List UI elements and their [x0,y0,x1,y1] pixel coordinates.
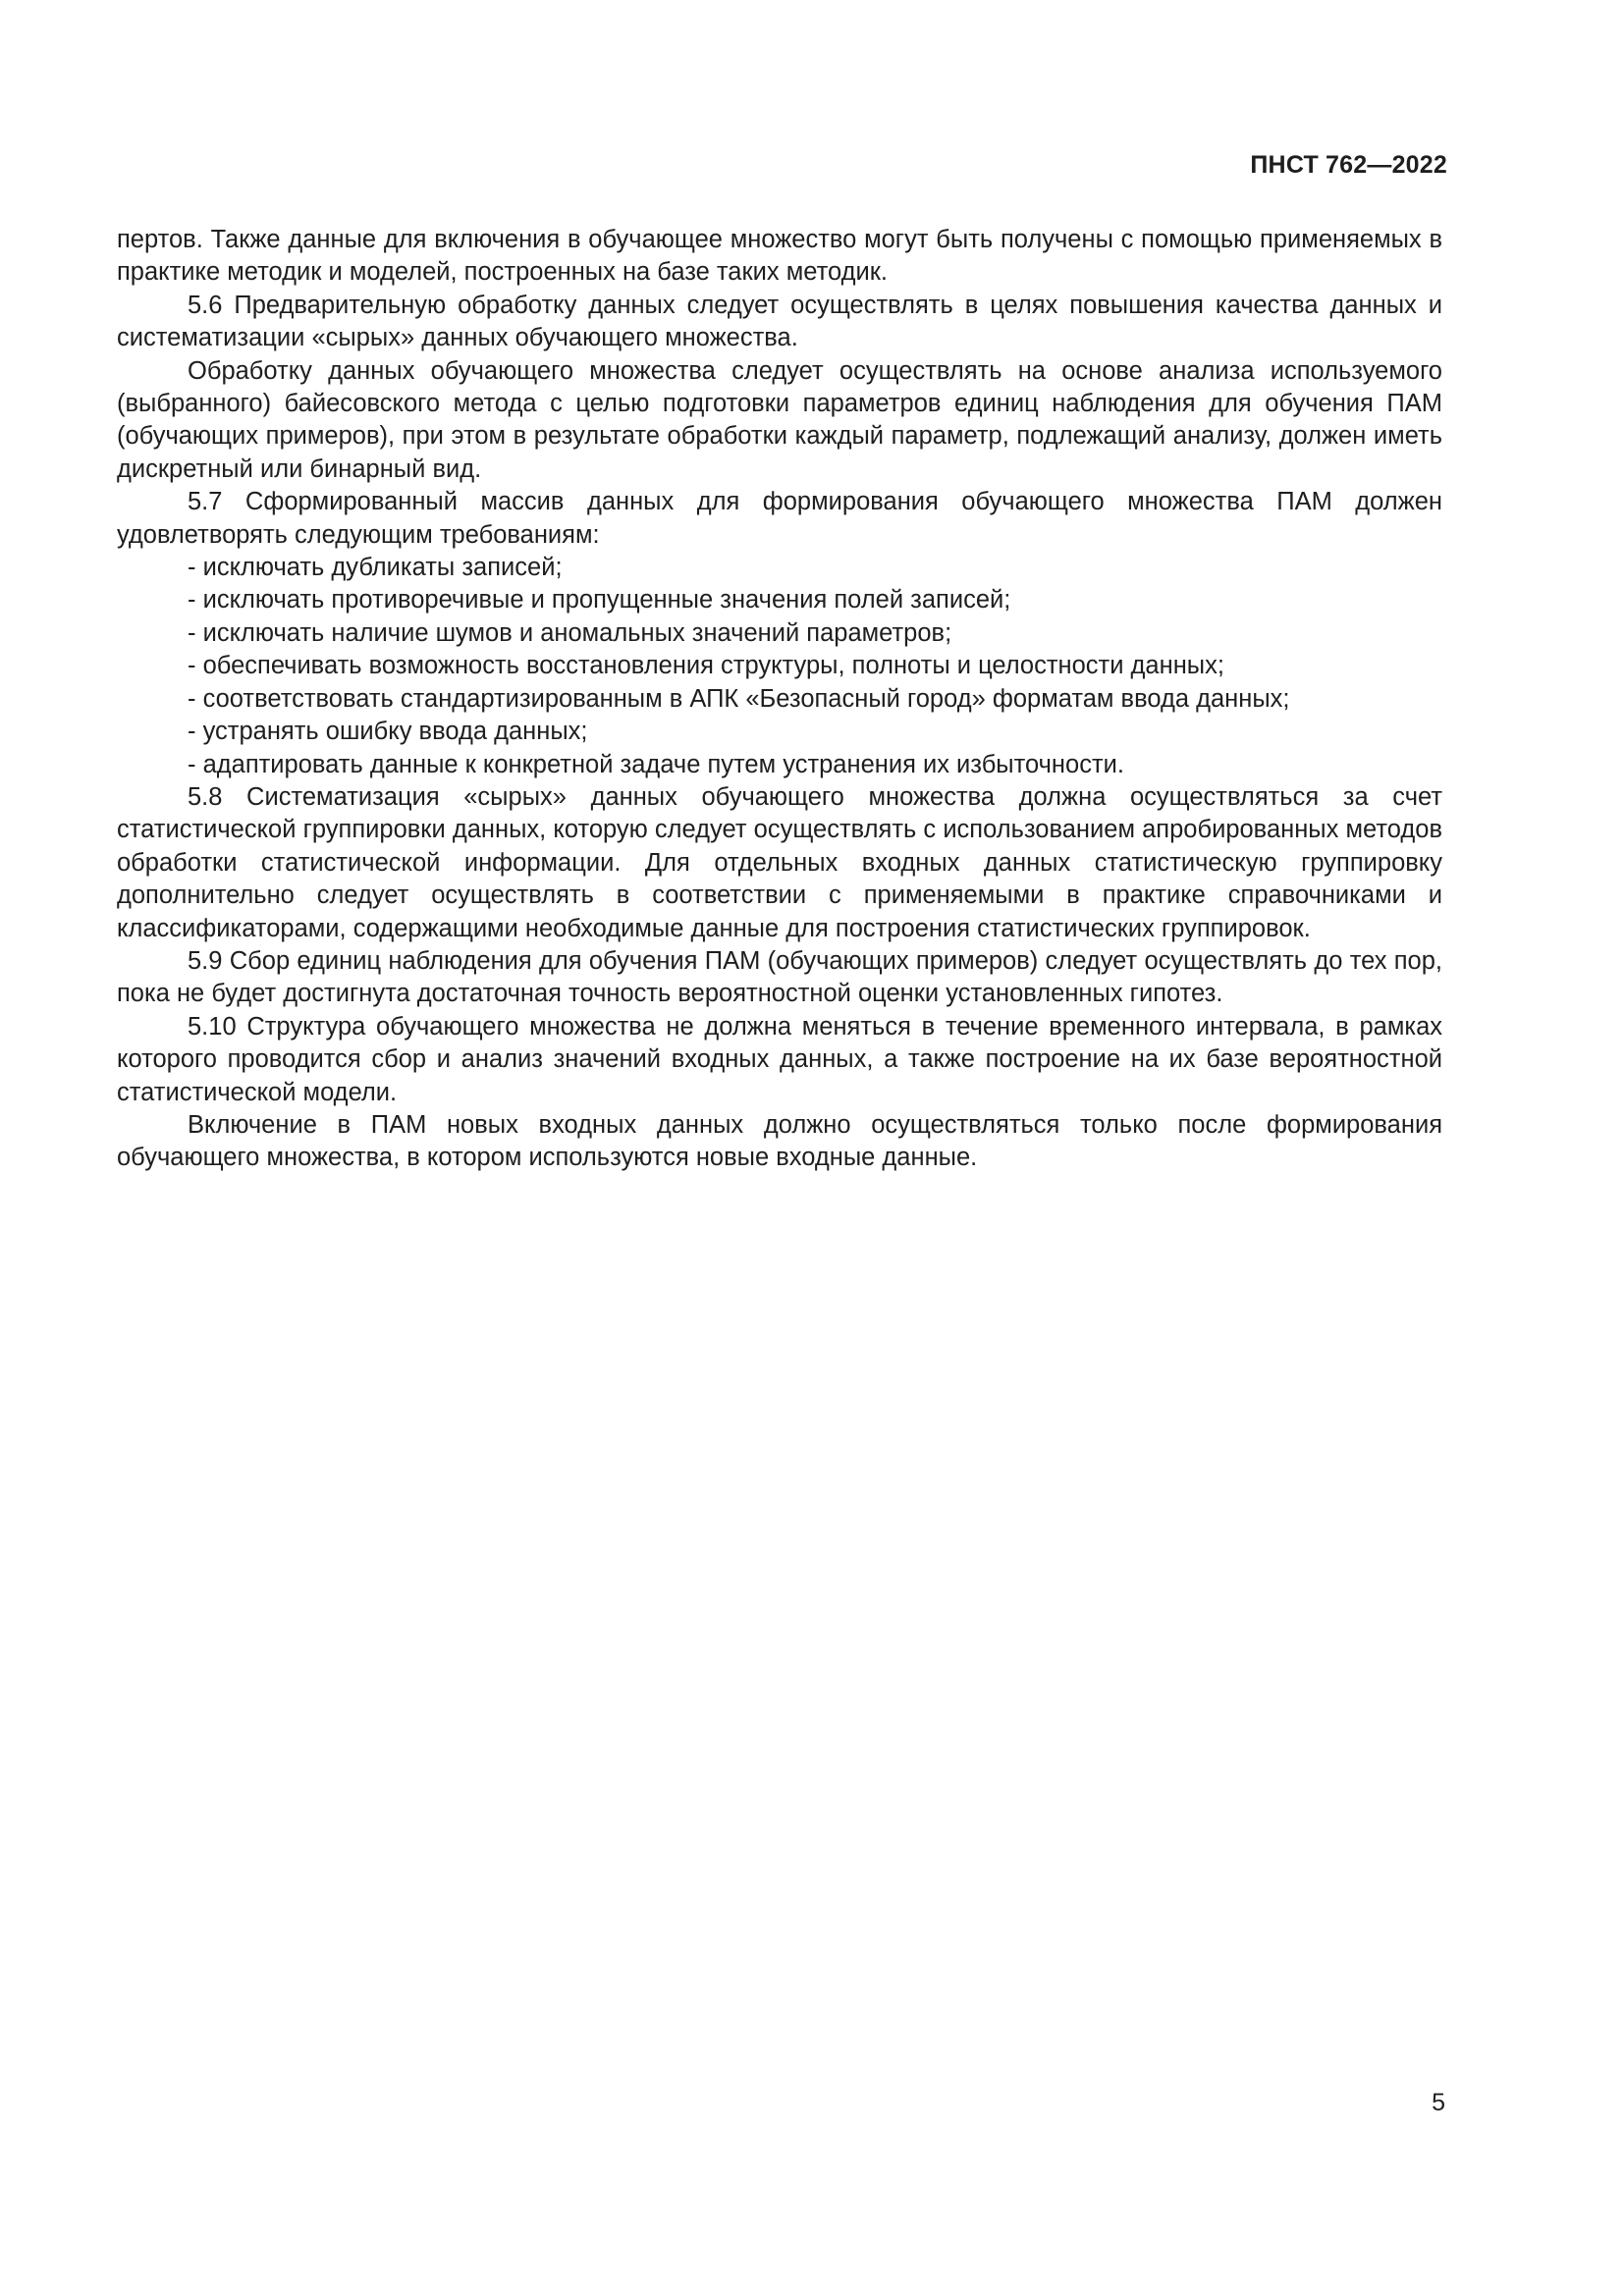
paragraph: 5.8 Систематизация «сырых» данных обучающего множества должна осуществляться за счет статистической группировки данных, которую следует осуществлять с использованием апробированных методов обработки статистической информации. Для отдельных входных данных статистическую группировку дополнительно следует осуществлять в соответствии с применяемыми в практике справочниками и классификаторами, содержащими необходимые данные для построения статистических группировок. [117,782,1442,942]
list-item: - соответствовать стандартизированным в АПК «Безопасный город» форматам ввода данных; [188,684,1290,713]
paragraph: 5.9 Сбор единиц наблюдения для обучения ПАМ (обучающих примеров) следует осуществлять до тех пор, пока не будет достигнута достаточная точность вероятностной оценки установленных гипотез. [117,946,1442,1008]
list-item: - исключать дубликаты записей; [188,554,563,582]
list-item: - адаптировать данные к конкретной задаче путем устранения их избыточности. [188,750,1124,778]
list-item: - исключать наличие шумов и аномальных значений параметров; [188,618,952,647]
list-item: - устранять ошибку ввода данных; [188,718,588,746]
paragraph: 5.6 Предварительную обработку данных следует осуществлять в целях повышения качества данных и систематизации «сырых» данных обучающего множества. [117,291,1442,352]
document-code: ПНСТ 762—2022 [1250,151,1447,179]
page-number: 5 [1432,2089,1445,2116]
list-item: - исключать противоречивые и пропущенные значения полей записей; [188,586,1011,614]
paragraph: 5.10 Структура обучающего множества не должна меняться в течение временного интервала, в рамках которого проводится сбор и анализ значений входных данных, а также построение на их базе вероятностной статистической модели. [117,1012,1442,1106]
paragraph: Включение в ПАМ новых входных данных должно осуществляться только после формирования обучающего множества, в котором используются новые входные данные. [117,1110,1442,1172]
paragraph: 5.7 Сформированный массив данных для формирования обучающего множества ПАМ должен удовлетворять следующим требованиям: [117,488,1442,549]
paragraph: пертов. Также данные для включения в обучающее множество могут быть получены с помощью применяемых в практике методик и моделей, построенных на базе таких методик. [117,226,1442,287]
list-item: - обеспечивать возможность восстановления структуры, полноты и целостности данных; [188,652,1224,680]
paragraph: Обработку данных обучающего множества следует осуществлять на основе анализа используемого (выбранного) байесовского метода с целью подготовки параметров единиц наблюдения для обучения ПАМ (обучающих примеров), при этом в результате обработки каждый параметр, подлежащий анализу, должен иметь дискретный или бинарный вид. [117,356,1442,483]
body-text [117,224,1442,1175]
